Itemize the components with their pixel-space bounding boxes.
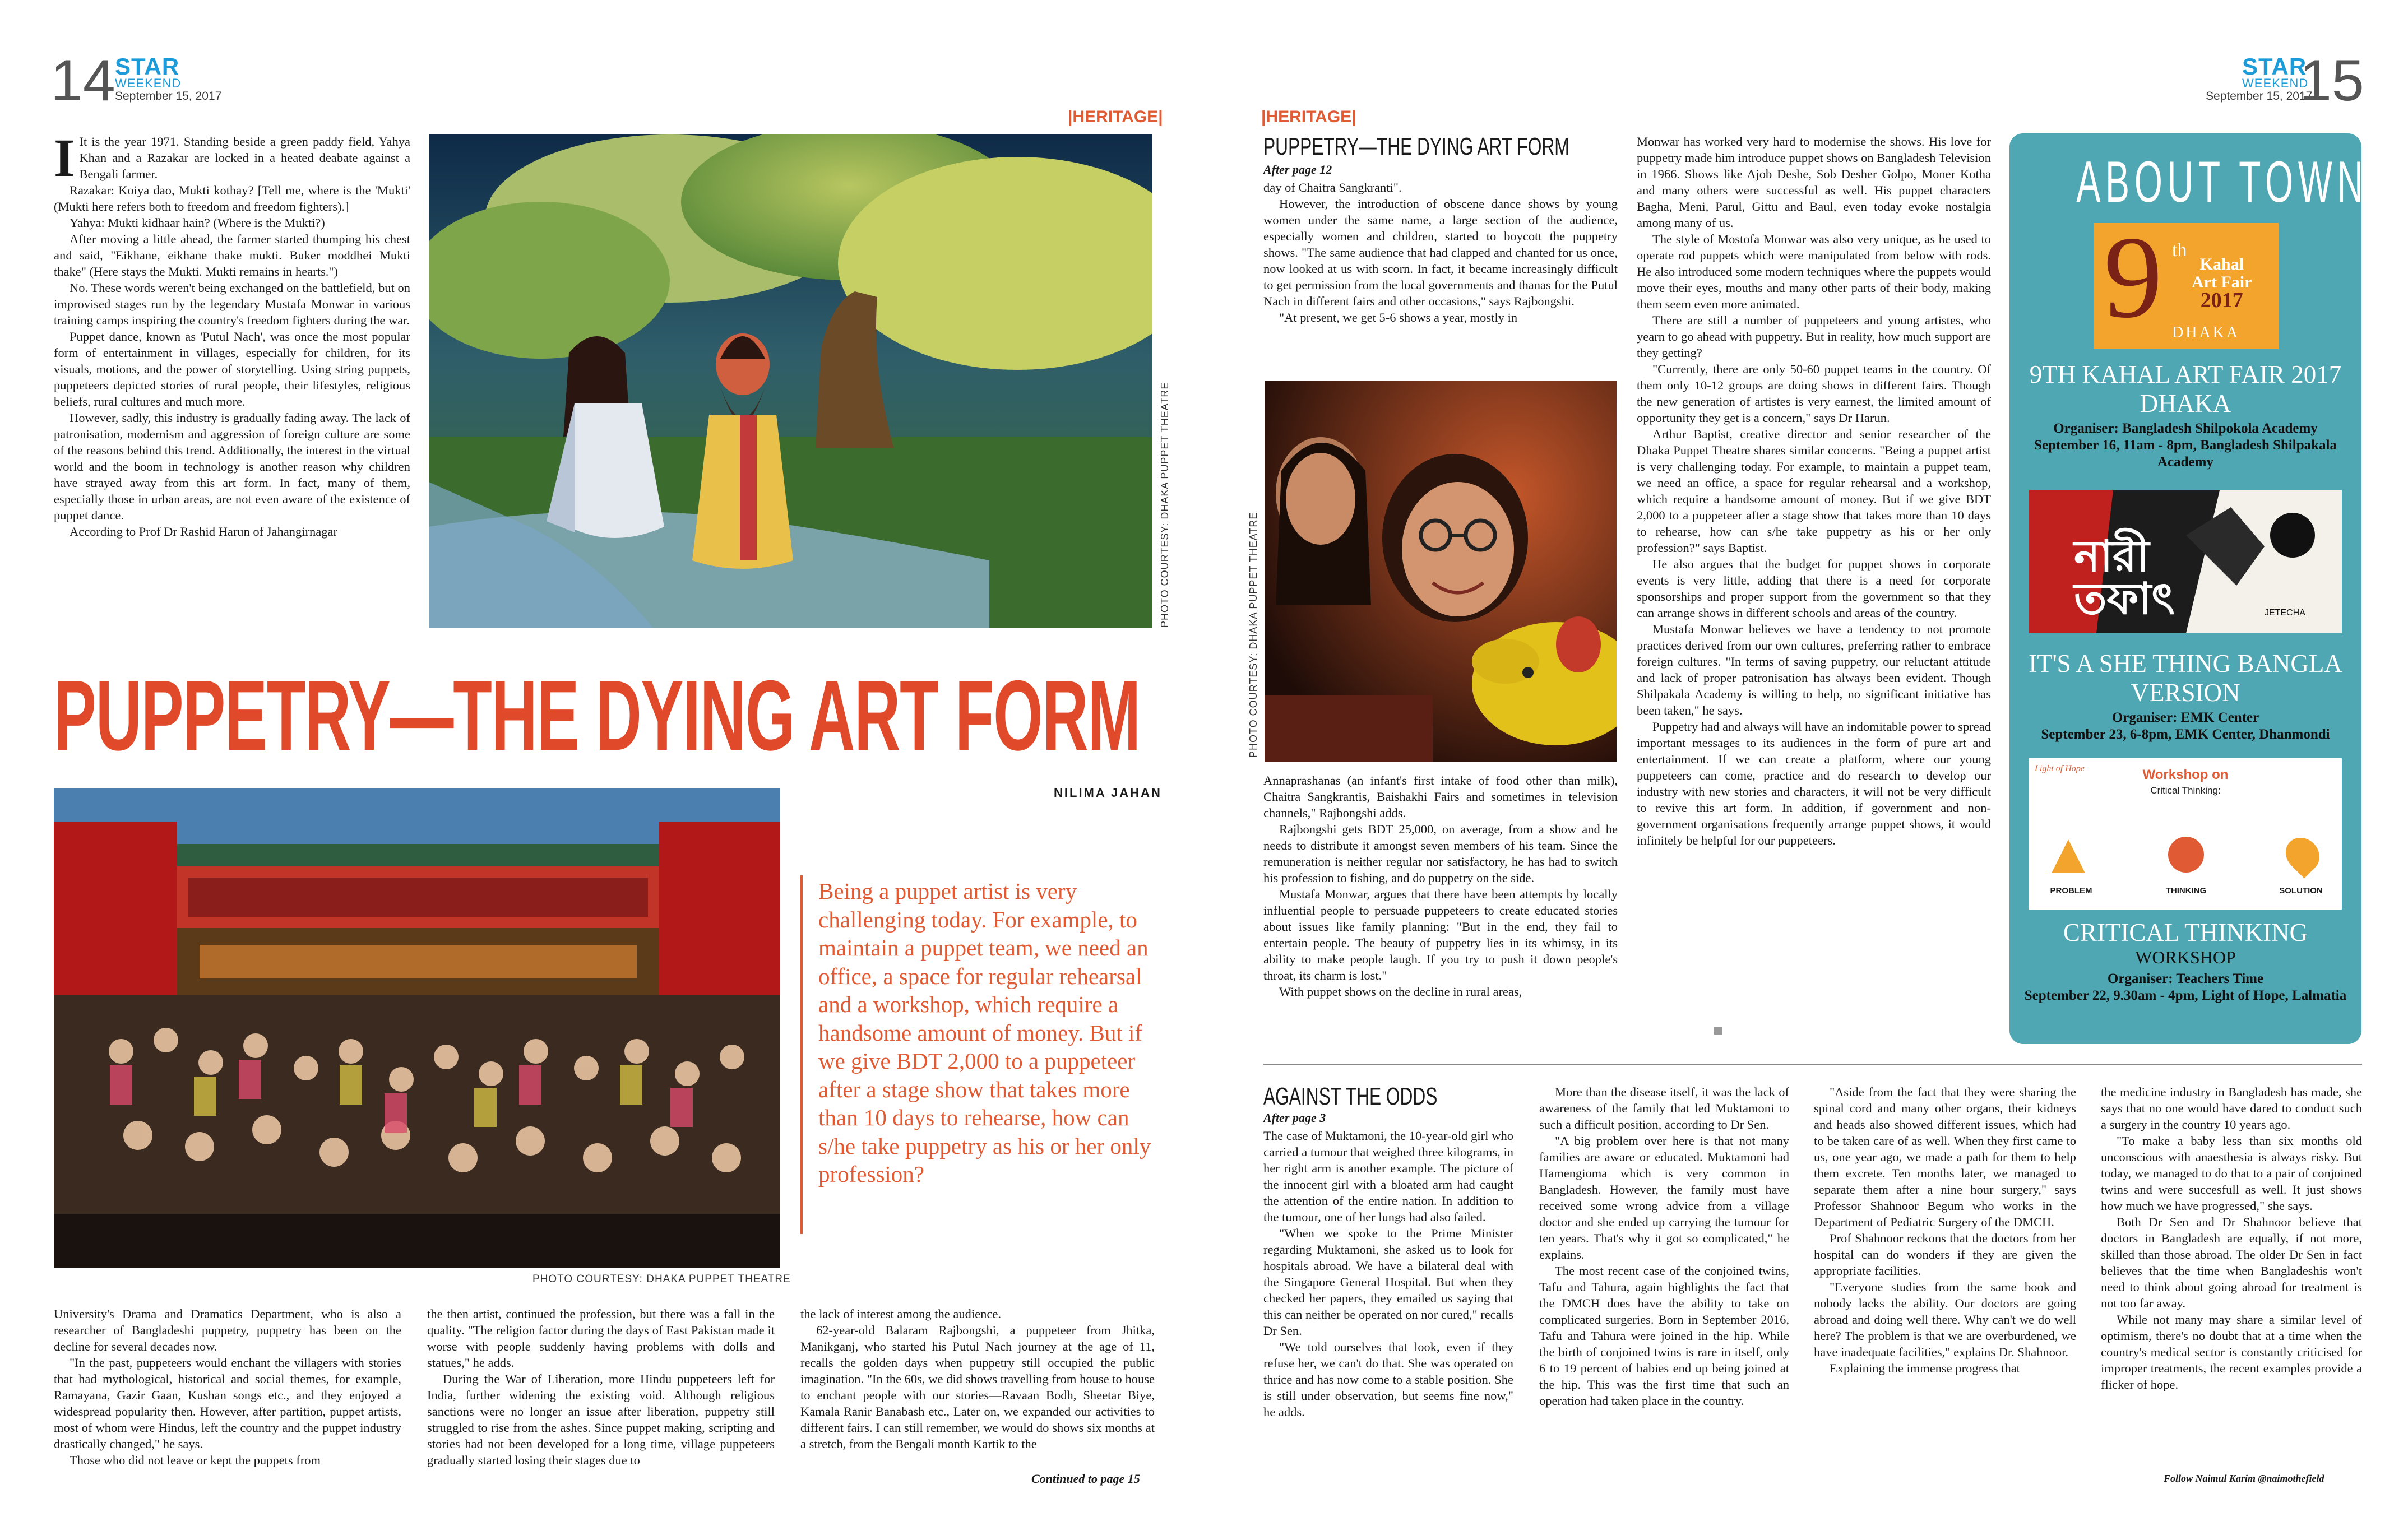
header-date-left: September 15, 2017 bbox=[115, 90, 222, 103]
intro-column bbox=[54, 128, 410, 540]
rc1-p2: However, the introduction of obscene dance shows by young women under the same name, a large section of the audience, especially women and children, started to boycott the puppetry shows. "The same audience that had clapped and chanted for us once, now looked at us with scorn. In fact, it became increasingly difficult to get permission from the local governments and thanas for the Putul Nach in different fairs and other occasions," says Rajbongshi. bbox=[1263, 197, 1618, 308]
odds-c2-p3: The most recent case of the conjoined twins, Tafu and Tahura, again highlights the fact that the DMCH does have the ability to take on complicated surgeries. Born in September 2016, Tafu and Tahura were joined in the hip. While the birth of conjoined twins is rare in itself, only 6 to 19 percent of babies end up being joined at the hip. This was the first time that such an operation had taken place in the country. bbox=[1539, 1264, 1789, 1408]
odds-c4-p4: While not many may share a similar level of optimism, there's no doubt that at a time when the country's medical sector is constantly criticised for improper treatments, the recent examples provide a flicker of hope. bbox=[2101, 1312, 2362, 1391]
event1-details: Organiser: Bangladesh Shilpokola Academy September 16, 11am - 8pm, Bangladesh Shilpakala Academy bbox=[2034, 421, 2337, 470]
b2-p1: the then artist, continued the profession, but there was a fall in the quality. "The religion factor during the days of East Pakistan made it worse with people suddenly having problems with dolls and statues," he adds. bbox=[427, 1307, 775, 1370]
kahal-logo-number: 9 bbox=[2104, 212, 2162, 342]
header-date-right: September 15, 2017 bbox=[2206, 90, 2313, 103]
odds-column-1 bbox=[1263, 1128, 1513, 1420]
puppet-photo-1 bbox=[429, 134, 1152, 628]
odds-c1-p3: "We told ourselves that look, even if they refuse her, we can't do that. She was operated on thrice and has now come to a stable position. She is still under observation, but seems fine now," he adds. bbox=[1263, 1340, 1513, 1419]
rc1b-p1: Annaprashanas (an infant's first intake of food other than milk), Chaitra Sangkrantis, Baishakhi Fairs and sometimes in television channels," Rajbongshi adds. bbox=[1263, 773, 1618, 820]
problem-icon bbox=[2052, 839, 2085, 873]
continued-link[interactable]: Continued to page 15 bbox=[1031, 1472, 1140, 1486]
b1-p3: Those who did not leave or kept the puppets from bbox=[70, 1453, 321, 1467]
about-town-panel bbox=[2009, 133, 2368, 1044]
section-divider bbox=[1263, 1064, 2362, 1065]
rc1-p3: "At present, we get 5-6 shows a year, mostly in bbox=[1279, 310, 1518, 324]
right-column-1-bottom bbox=[1263, 772, 1618, 1000]
author-follow[interactable]: Follow Naimul Karim @naimothefield bbox=[2164, 1473, 2324, 1484]
b1-p1: University's Drama and Dramatics Department, who is also a researcher of Bangladeshi puppetry, puppetry has been on the decline for several decades now. bbox=[54, 1307, 401, 1353]
poster3-sub: Critical Thinking: bbox=[2150, 785, 2221, 796]
pull-quote-rule bbox=[800, 875, 803, 1234]
poster3-label-problem: PROBLEM bbox=[2050, 886, 2092, 896]
poster2-bangla-title: নারী তফাৎ bbox=[2074, 531, 2175, 624]
intro-p6: Puppet dance, known as 'Putul Nach', was once the most popular form of entertainment in villages, especially for children, for its visuals, motions, and the power of storytelling. Using string puppets, puppeteers depicted stories of rural people, their lifestyles, religious beliefs, rural cultures and much more. bbox=[54, 330, 410, 409]
right-column-1-top bbox=[1263, 179, 1618, 326]
audience-photo bbox=[54, 788, 780, 1268]
event3-subtitle: WORKSHOP bbox=[2135, 947, 2236, 967]
odds-c4-p1: the medicine industry in Bangladesh has made, she says that no one would have dared to conduct such a surgery in the country 10 years ago. bbox=[2101, 1085, 2362, 1131]
odds-after-page: After page 3 bbox=[1263, 1111, 1326, 1125]
right-column-2 bbox=[1637, 133, 1991, 848]
intro-p1: I It is the year 1971. Standing beside a green paddy field, Yahya Khan and a Razakar are locked in a heated deabate against a Bengali farmer. bbox=[54, 128, 410, 188]
page-number-left: 14 bbox=[50, 48, 115, 113]
rc2-p6: He also argues that the budget for puppet shows in corporate events is very little, adding that there is a need for corporate sponsorships and proper support from the government so that they can arrange shows in different schools and areas of the country. bbox=[1637, 557, 1991, 620]
right-after-page: After page 12 bbox=[1263, 163, 1332, 177]
puppet-scene-image bbox=[429, 134, 1152, 628]
poster3-label-thinking: THINKING bbox=[2165, 886, 2207, 896]
photo2-caption: PHOTO COURTESY: DHAKA PUPPET THEATRE bbox=[532, 1273, 791, 1285]
rc2-p2: The style of Mostofa Monwar was also very unique, as he used to operate rod puppets which were manipulated from below with rods. He also introduced some modern techniques where the puppets would move their eyes, mouths and many other parts of their body, making them seem even more animated. bbox=[1637, 232, 1991, 311]
byline: NILIMA JAHAN bbox=[1054, 786, 1162, 800]
rc2-p4: "Currently, there are only 50-60 puppet teams in the country. Of them only 10-12 groups are doing shows in different fairs. Though the new generation of artistes is very earnest, the limited amount of opportunity they get is a concern," says Dr Harun. bbox=[1637, 362, 1991, 425]
kahal-logo-city: DHAKA bbox=[2172, 324, 2240, 341]
odds-column-4 bbox=[2101, 1084, 2362, 1393]
rc1b-p2: Rajbongshi gets BDT 25,000, on average, from a show and he needs to distribute it amongst seven members of his team. Since the remuneration is neither regular nor satisfactory, he has had to switch his profession to fishing, and do puppetry on the side. bbox=[1263, 822, 1618, 885]
section-label-left: |HERITAGE| bbox=[1068, 108, 1163, 126]
odds-c4-p3: Both Dr Sen and Dr Shahnoor believe that doctors in Bangladesh are equally, if not more, skilled than those abroad. The older Dr Sen in fact believes that the time when Bangladeshis won't need to think about going abroad for treatment is not too far away. bbox=[2101, 1215, 2362, 1310]
bottom-column-1 bbox=[54, 1306, 401, 1468]
girls-scene-image bbox=[1265, 381, 1617, 762]
bottom-column-3 bbox=[800, 1306, 1155, 1452]
girls-puppet-photo bbox=[1265, 381, 1617, 762]
photo3-caption: PHOTO COURTESY: DHAKA PUPPET THEATRE bbox=[1248, 512, 1259, 758]
intro-p5: No. These words weren't being exchanged on the battlefield, but on improvised stages run by the legendary Mustafa Monwar in various training camps inspiring the country's freedom fighters during the war. bbox=[54, 281, 410, 327]
b3-p2: 62-year-old Balaram Rajbongshi, a puppeteer from Jhitka, Manikganj, who started his Putul Nach journey at the age of 11, recalls the golden days when puppetry still occupied the public imagination. "In the 60s, we did shows travelling from house to house to enchant people with our stories—Ravaan Bodh, Sheetar Biye, Kamala Ranir Banabash etc., Later on, we expanded our activities to different fairs. I can still remember, we would do shows six months at a stretch, from the Bengali month Kartik to the bbox=[800, 1323, 1155, 1451]
odds-c3-p2: Prof Shahnoor reckons that the doctors from her hospital can do wonders if they are given the appropriate facilities. bbox=[1814, 1231, 2076, 1278]
she-thing-poster bbox=[2029, 490, 2342, 633]
right-subhead: PUPPETRY—THE DYING ART FORM bbox=[1263, 133, 1569, 160]
poster3-corner: Light of Hope bbox=[2035, 764, 2085, 773]
pull-quote: Being a puppet artist is very challenging today. For example, to maintain a puppet team, we need an office, a space for regular rehearsal and a workshop, which require a handsome amount of money. But if we give BDT 2,000 to a puppeteer after a stage show that takes more than 10 days to rehearse, how can s/he take puppetry as his or her only profession? bbox=[818, 878, 1151, 1187]
intro-p4: After moving a little ahead, the farmer started thumping his chest and said, "Eikhane, eikhane thake mukti. Buker moddhei Mukti thake" (Here stays the Mukti. Mukti remains in hearts.") bbox=[54, 232, 410, 279]
odds-c3-p1: "Aside from the fact that they were sharing the spinal cord and many other organs, their kidneys and heads also showed different issues, which had to be taken care of as well. When they first came to us, one year ago, we made a path for them to help them excrete. Ten months later, we managed to separate them after a nine hour surgery," says Professor Shahnoor Begum who works in the Department of Pediatric Surgery of the DMCH. bbox=[1814, 1085, 2076, 1229]
event2-title: IT'S A SHE THING BANGLA VERSION bbox=[2029, 650, 2342, 707]
rc2-p1: Monwar has worked very hard to modernise the shows. His love for puppetry made him introduce puppet shows on Bangladesh Television in 1966. Shows like Ajob Deshe, Sob Desher Golpo, Moner Kotha and many others were successful as well. His puppet characters Bagha, Meni, Parul, Gittu and Baul, even today evoke nostalgia among many of us. bbox=[1637, 134, 1991, 230]
odds-c1-p1: The case of Muktamoni, the 10-year-old girl who carried a tumour that weighed three kilograms, in her right arm is another example. The picture of the innocent girl with a bloated arm had caught the attention of the entire nation. In addition to the tumour, one of her lungs had also failed. bbox=[1263, 1129, 1513, 1224]
intro-p3: Yahya: Mukti kidhaar hain? (Where is the Mukti?) bbox=[70, 216, 325, 230]
odds-c1-p2: "When we spoke to the Prime Minister regarding Muktamoni, she asked us to look for hospitals abroad. We have a bilateral deal with the Singapore General Hospital. But when they checked her papers, they emailed us saying that this can neither be operated on nor cured," recalls Dr Sen. bbox=[1263, 1226, 1513, 1338]
rc2-p3: There are still a number of puppeteers and young artistes, who yearn to go ahead with puppetry. But in reality, how much support are they getting? bbox=[1637, 313, 1991, 360]
odds-title: AGAINST THE ODDS bbox=[1263, 1083, 1438, 1110]
odds-c2-p1: More than the disease itself, it was the lack of awareness of the family that led Muktamoni to such a difficult position, according to Dr Sen. bbox=[1539, 1085, 1789, 1131]
section-label-right: |HERITAGE| bbox=[1261, 108, 1356, 126]
event1-title: 9TH KAHAL ART FAIR 2017 DHAKA bbox=[2029, 360, 2342, 418]
poster3-heading: Workshop on bbox=[2142, 767, 2229, 782]
kahal-logo-text: Kahal Art Fair 2017 bbox=[2192, 255, 2252, 312]
b2-p2: During the War of Liberation, more Hindu puppeteers left for India, further widening the existing void. Although religious sanctions were no longer an issue after liberation, puppetry still struggled to rise from the ashes. Since puppet making, scripting and stories had not been developed for a long time, village puppeteers gradually started losing their stages due to bbox=[427, 1372, 775, 1467]
photo1-caption: PHOTO COURTESY: DHAKA PUPPET THEATRE bbox=[1159, 382, 1170, 628]
kahal-logo bbox=[2094, 212, 2279, 349]
odds-c3-p3: "Everyone studies from the same book and nobody lacks the ability. Our doctors are going abroad and doing well there. Why can't we do well here? The problem is that we are overburdened, we have inadequate facilities," explains Dr. Shahnoor. bbox=[1814, 1280, 2076, 1359]
intro-p8: According to Prof Dr Rashid Harun of Jahangirnagar bbox=[70, 525, 337, 539]
audience-scene-image bbox=[54, 788, 780, 1268]
brand-sub-left: WEEKEND bbox=[115, 76, 182, 90]
brand-sub-right: WEEKEND bbox=[2242, 76, 2309, 90]
odds-c3-p4: Explaining the immense progress that bbox=[1830, 1361, 2020, 1375]
event3-title: CRITICAL THINKING bbox=[2063, 919, 2308, 947]
odds-column-3 bbox=[1814, 1084, 2076, 1376]
rc2-p8: Puppetry had and always will have an indomitable power to spread important messages to its audiences in the form of pure art and entertainment. If we can create a platform, where our young puppeteers can come, practice and do research to develop our industry with new stories and characters, it will not be very difficult to revive this art form. In addition, if government and non-government organisations frequently arrange puppet shows, it would infinitely be helpful for our puppeteers. bbox=[1637, 720, 1991, 847]
event3-details: Organiser: Teachers Time September 22, 9.30am - 4pm, Light of Hope, Lalmatia bbox=[2024, 971, 2347, 1003]
odds-column-2 bbox=[1539, 1084, 1789, 1409]
poster3-label-solution: SOLUTION bbox=[2279, 886, 2323, 896]
intro-p2: Razakar: Koiya dao, Mukti kothay? [Tell me, where is the 'Mukti' (Mukti here refers both to freedom and freedom fighters).] bbox=[54, 183, 410, 214]
rc1b-p3: Mustafa Monwar, argues that there have been attempts by locally influential people to persuade puppeteers to create educated stories about issues like family planning: "But in the end, they fail to entertain people. The beauty of puppetry lies in its whimsy, in its ability to make people laugh. If you try to push it down people's throat, its charm is lost." bbox=[1263, 887, 1618, 982]
rc1b-p4: With puppet shows on the decline in rural areas, bbox=[1279, 985, 1522, 999]
b1-p2: "In the past, puppeteers would enchant the villagers with stories that had mythological, historical and social themes, for example, Ramayana, Gazir Gaan, Kushan songs etc., and they enjoyed a widespread popularity then. However, after partition, puppet artists, most of whom were Hindus, left the country and the puppet industry drastically changed," he says. bbox=[54, 1356, 401, 1451]
brand-logo-right: STAR bbox=[2242, 53, 2307, 80]
bottom-column-2 bbox=[427, 1306, 775, 1468]
odds-c4-p2: "To make a baby less than six months old unconscious with anaesthesia is always risky. But today, we managed to do that to a pair of conjoined twins and were succesfull as well. It just shows how much we have progressed," she says. bbox=[2101, 1134, 2362, 1213]
thinking-icon bbox=[2168, 837, 2204, 873]
solution-icon bbox=[2279, 831, 2327, 879]
kahal-logo-th: th bbox=[2172, 240, 2187, 261]
rc2-p5: Arthur Baptist, creative director and senior researcher of the Dhaka Puppet Theatre shares similar concerns. "Being a puppet artist is very challenging today. For example, to maintain a puppet team, we need an office, a space for regular rehearsal and a workshop, which require a handsome amount of money. But if we give BDT 2,000 to a puppeteer after a stage show that takes more than 10 days to rehearse, how can s/he take puppetry as his or her only profession?" says Baptist. bbox=[1637, 427, 1991, 555]
about-town-title: ABOUT TOWN bbox=[2076, 150, 2368, 215]
drop-cap: I bbox=[54, 128, 75, 188]
event2-details: Organiser: EMK Center September 23, 6-8pm, EMK Center, Dhanmondi bbox=[2041, 710, 2330, 742]
b3-p1: the lack of interest among the audience. bbox=[800, 1307, 1001, 1321]
poster2-sponsor: JETECHA bbox=[2265, 608, 2305, 618]
critical-thinking-poster bbox=[2029, 758, 2342, 910]
page-number-right: 15 bbox=[2299, 48, 2364, 113]
rc1-p1: day of Chaitra Sangkranti". bbox=[1263, 180, 1402, 194]
main-title: PUPPETRY—THE DYING ART FORM bbox=[54, 660, 1141, 771]
end-mark bbox=[1714, 1027, 1722, 1035]
brand-logo-left: STAR bbox=[115, 53, 180, 80]
odds-c2-p2: "A big problem over here is that not many families are aware or educated. Muktamoni had Hamengioma which is very common in Bangladesh. However, the family must have received some wrong advice from a village doctor and she ended up carrying the tumour for ten years. That's why it got so complicated," he explains. bbox=[1539, 1134, 1789, 1261]
intro-p7: However, sadly, this industry is gradually fading away. The lack of patronisation, modernism and aggression of foreign culture are some of the reasons behind this trend. Additionally, the interest in the virtual world and the boom in technology is another reason why children have strayed away from this art form. In fact, many of them, especially those in urban areas, are not even aware of the existence of puppet dance. bbox=[54, 411, 410, 522]
rc2-p7: Mustafa Monwar believes we have a tendency to not promote practices derived from our own cultures, preferring rather to embrace foreign cultures. "In terms of saving puppetry, our reluctant attitude and lack of proper patronisation has always been evident. Though Shilpakala Academy is willing to help, no significant initiative has been taken," he says. bbox=[1637, 622, 1991, 717]
